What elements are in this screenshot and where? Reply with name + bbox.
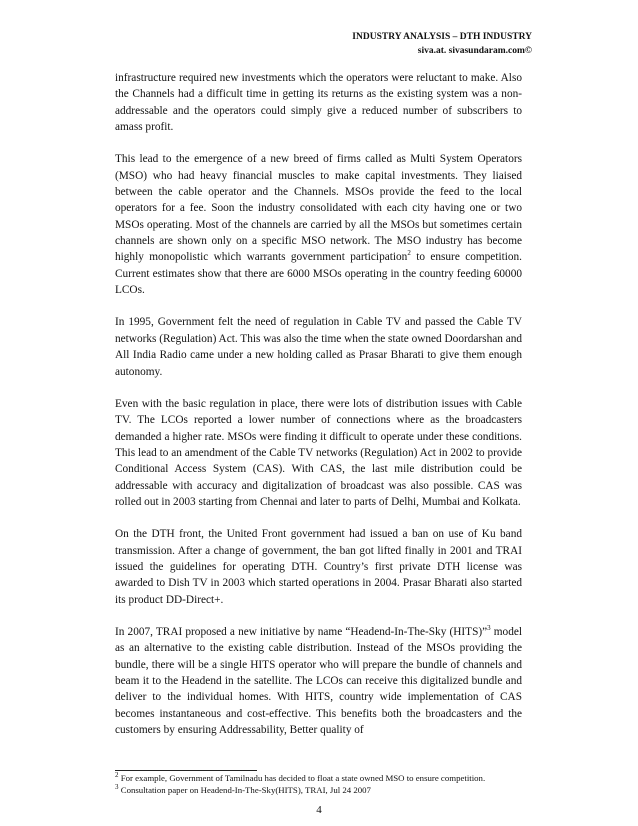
header-author: siva.at. sivasundaram.com© <box>417 46 532 56</box>
page-number: 4 <box>316 804 322 816</box>
paragraph-3: In 1995, Government felt the need of regulation in Cable TV and passed the Cable TV networks (Regulation) Act. This was also the time when the state owned Doordarshan and All India Radio came under a new holding called as Prasar Bharati to give them enough autonomy. <box>115 316 523 378</box>
paragraph-6-text-a: In 2007, TRAI proposed a new initiative by name “Headend-In-The-Sky (HITS)” <box>115 625 488 638</box>
header-title: INDUSTRY ANALYSIS – DTH INDUSTRY <box>352 32 532 42</box>
footnote-2-text: For example, Government of Tamilnadu has decided to float a state owned MSO to ensure competition. <box>118 773 486 783</box>
paragraph-2 <box>115 151 522 298</box>
body-text <box>115 70 522 754</box>
paragraph-6 <box>115 624 522 738</box>
paragraph-2-text-b: to ensure competition. Current estimates show that there are 6000 MSOs operating in the country feeding 60000 LCOs. <box>115 251 523 297</box>
page-header <box>352 30 532 58</box>
footnote-ref-3: 3 <box>487 624 491 633</box>
paragraph-2-text-a: This lead to the emergence of a new breed of firms called as Multi System Operators (MSO) who had heavy financial muscles to make capital investments. They liaised between the cable operator and the Channels. MSOs provide the feed to the local operators for a fee. Soon the industry consolidated with each city having one or two MSOs operating. Most of the channels are carried by all the MSOs but sometimes certain channels are shown only on a specific MSO network. The MSO industry has become highly monopolistic which warrants government participation <box>115 153 522 264</box>
footnote-3-text: Consultation paper on Headend-In-The-Sky(HITS), TRAI, Jul 24 2007 <box>118 784 371 795</box>
paragraph-5: On the DTH front, the United Front government had issued a ban on use of Ku band transmission. After a change of government, the ban got lifted finally in 2001 and TRAI issued the guidelines for operating DTH. Country’s first private DTH license was awarded to Dish TV in 2003 which started operations in 2004. Prasar Bharati also started its product DD-Direct+. <box>115 528 522 606</box>
paragraph-4: Even with the basic regulation in place, there were lots of distribution issues with Cable TV. The LCOs reported a lower number of connections where as the broadcasters demanded a higher rate. MSOs were finding it difficult to operate under these conditions. This lead to an amendment of the Cable TV networks (Regulation) Act in 2002 to provide Conditional Access System (CAS). With CAS, the last mile distribution could be addressable with accuracy and digitalization of broadcast was also possible. CAS was rolled out in 2003 starting from Chennai and later to parts of Delhi, Mumbai and Kolkata. <box>115 397 522 508</box>
footnote-2-marker: 2 <box>115 771 119 780</box>
footnote-2 <box>115 773 522 785</box>
paragraph-1: infrastructure required new investments which the operators were reluctant to make. Also the Channels had a difficult time in getting its returns as the existing system was a non-addressable and the operators could simply give a reduced number of subscribers to amass profit. <box>115 72 522 134</box>
paragraph-6-text-b: model as an alternative to the existing cable distribution. Instead of the MSOs providing the bundle, there will be a single HITS operator who will prepare the bundle of channels and beam it to the Headend in the satellite. The LCOs can receive this digitalized bundle and deliver to the individual homes. With HITS, country wide implementation of CAS becomes instantaneous and cost-effective. This benefits both the broadcasters and the customers by ensuring Addressability, Better quality of <box>115 625 523 737</box>
footnote-3-marker: 3 <box>115 782 119 791</box>
footnotes <box>115 773 522 796</box>
footnote-3 <box>115 782 522 797</box>
footnote-divider <box>115 770 257 771</box>
footnote-ref-2: 2 <box>407 249 411 258</box>
